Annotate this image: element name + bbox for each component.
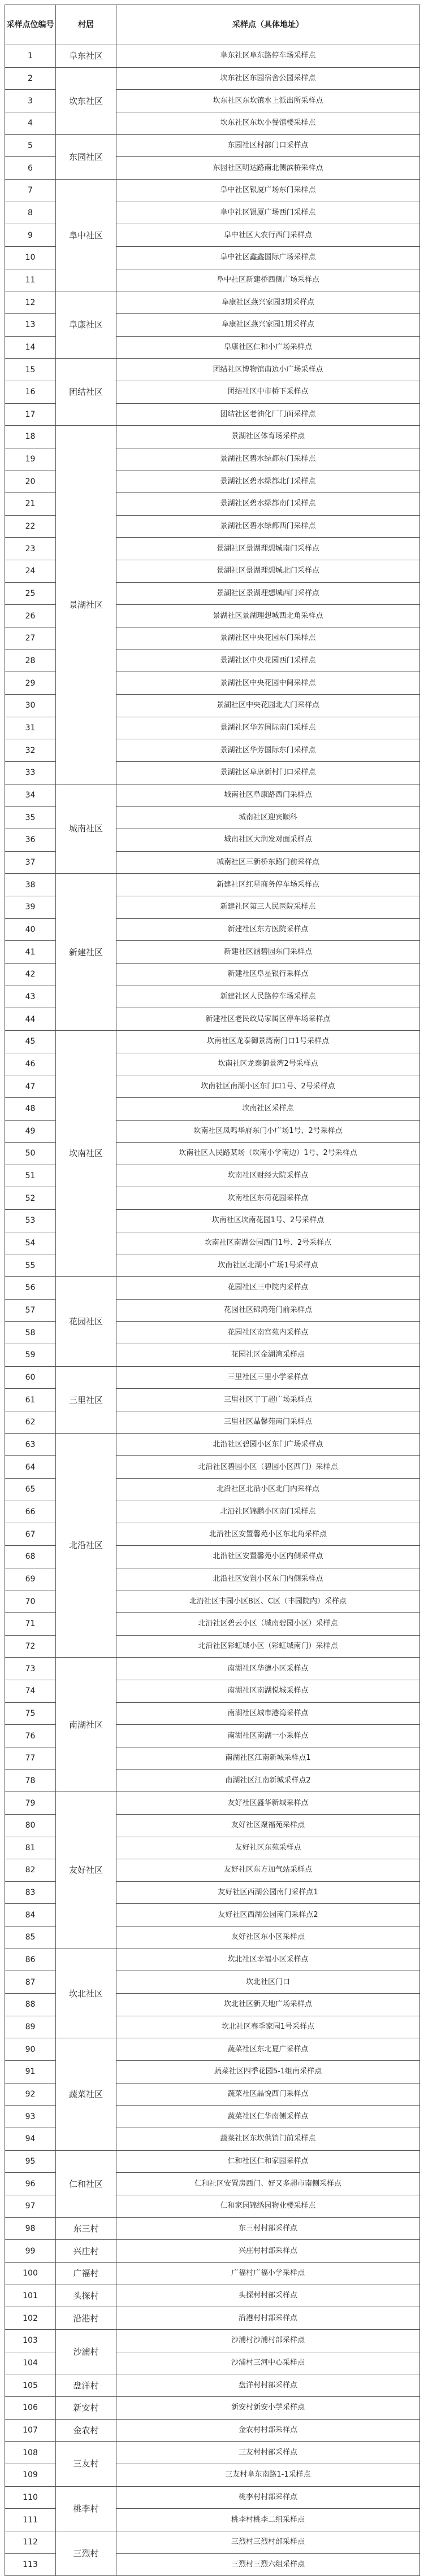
sampling-address-cell: 东园社区村部门口采样点 — [116, 134, 420, 157]
sampling-address-cell: 南湖社区江南新城采样点1 — [116, 1747, 420, 1769]
site-number-cell: 101 — [5, 2285, 56, 2307]
site-number-cell: 57 — [5, 1299, 56, 1322]
village-cell: 桃李村 — [56, 2486, 116, 2531]
table-row — [5, 2329, 420, 2352]
site-number-cell: 75 — [5, 1702, 56, 1725]
site-number-cell: 15 — [5, 359, 56, 381]
site-number-cell: 65 — [5, 1479, 56, 1501]
site-number-cell: 111 — [5, 2509, 56, 2531]
sampling-address-cell: 景湖社区华芳国际东门采样点 — [116, 739, 420, 762]
table-row — [5, 2285, 420, 2307]
site-number-cell: 69 — [5, 1568, 56, 1590]
sampling-address-cell: 城南社区三新桥东路门前采样点 — [116, 851, 420, 874]
site-number-cell: 41 — [5, 941, 56, 964]
village-cell: 坎北社区 — [56, 1949, 116, 2038]
table-row — [5, 291, 420, 314]
village-cell: 阜东社区 — [56, 45, 116, 68]
site-number-cell: 24 — [5, 560, 56, 583]
site-number-cell: 36 — [5, 829, 56, 851]
site-number-cell: 97 — [5, 2195, 56, 2218]
sampling-address-cell: 蔬菜社区仁华南侧采样点 — [116, 2106, 420, 2128]
table-row — [5, 1366, 420, 1389]
sampling-address-cell: 新建社区涵碧园东门采样点 — [116, 941, 420, 964]
site-number-cell: 56 — [5, 1277, 56, 1300]
table-row — [5, 1030, 420, 1053]
sampling-address-cell: 阜康社区仁和小广场采样点 — [116, 336, 420, 359]
table-row — [5, 1658, 420, 1680]
site-number-cell: 7 — [5, 179, 56, 202]
sampling-address-cell: 三烈村三烈村部采样点 — [116, 2531, 420, 2553]
site-number-cell: 105 — [5, 2374, 56, 2397]
sampling-address-cell: 景湖社区碧水绿都东门采样点 — [116, 448, 420, 470]
village-cell: 阜中社区 — [56, 179, 116, 291]
site-number-cell: 20 — [5, 470, 56, 493]
sampling-address-cell: 花园社区三中院内采样点 — [116, 1277, 420, 1300]
village-cell: 景湖社区 — [56, 426, 116, 784]
sampling-address-cell: 新建社区红星商务停车场采样点 — [116, 874, 420, 896]
site-number-cell: 106 — [5, 2396, 56, 2419]
sampling-address-cell: 广福村广福小学采样点 — [116, 2262, 420, 2285]
table-row — [5, 784, 420, 807]
village-cell: 三烈村 — [56, 2531, 116, 2575]
site-number-cell: 42 — [5, 963, 56, 986]
site-number-cell: 47 — [5, 1075, 56, 1098]
sampling-address-cell: 盘洋村村部采样点 — [116, 2374, 420, 2397]
site-number-cell: 2 — [5, 67, 56, 90]
header-site-number: 采样点位编号 — [5, 5, 56, 45]
sampling-address-cell: 花园社区金湖湾采样点 — [116, 1344, 420, 1367]
site-number-cell: 88 — [5, 1994, 56, 2016]
site-number-cell: 100 — [5, 2262, 56, 2285]
site-number-cell: 77 — [5, 1747, 56, 1769]
site-number-cell: 92 — [5, 2083, 56, 2106]
site-number-cell: 72 — [5, 1635, 56, 1658]
site-number-cell: 22 — [5, 515, 56, 538]
sampling-address-cell: 友好社区盛华新城采样点 — [116, 1792, 420, 1815]
sampling-address-cell: 景湖社区中央花园北大门采样点 — [116, 695, 420, 717]
site-number-cell: 21 — [5, 493, 56, 516]
site-number-cell: 17 — [5, 403, 56, 426]
sampling-address-cell: 北沿社区安置馨苑小区东北角采样点 — [116, 1523, 420, 1546]
sampling-address-cell: 东园社区明达路南北侧滨桥采样点 — [116, 157, 420, 180]
site-number-cell: 16 — [5, 381, 56, 403]
site-number-cell: 55 — [5, 1254, 56, 1277]
site-number-cell: 73 — [5, 1658, 56, 1680]
table-row — [5, 67, 420, 90]
site-number-cell: 25 — [5, 582, 56, 605]
village-cell: 头探村 — [56, 2285, 116, 2307]
sampling-address-cell: 金农村村部采样点 — [116, 2419, 420, 2442]
village-cell: 新建社区 — [56, 874, 116, 1031]
sampling-address-cell: 景湖社区景湖理想城西门采样点 — [116, 582, 420, 605]
sampling-address-cell: 花园社区南宫苑内采样点 — [116, 1322, 420, 1344]
table-row — [5, 2374, 420, 2397]
sampling-address-cell: 坎北社区幸福小区采样点 — [116, 1949, 420, 1971]
site-number-cell: 4 — [5, 112, 56, 134]
sampling-address-cell: 坎南社区东荷花园采样点 — [116, 1187, 420, 1210]
sampling-address-cell: 北沿社区安置馨苑小区内侧采样点 — [116, 1545, 420, 1568]
site-number-cell: 1 — [5, 45, 56, 68]
sampling-address-cell: 新建社区第三人民医院采样点 — [116, 896, 420, 918]
site-number-cell: 6 — [5, 157, 56, 180]
sampling-address-cell: 三里社区丁丁超广场采样点 — [116, 1389, 420, 1411]
site-number-cell: 89 — [5, 2016, 56, 2038]
sampling-address-cell: 南湖社区南湖一小采样点 — [116, 1725, 420, 1747]
sampling-sites-table — [5, 5, 420, 2576]
site-number-cell: 74 — [5, 1680, 56, 1702]
sampling-address-cell: 友好社区西湖公园南门采样点1 — [116, 1881, 420, 1904]
sampling-address-cell: 三友村村部采样点 — [116, 2442, 420, 2464]
sampling-address-cell: 北沿社区碧云小区（城南碧园小区）采样点 — [116, 1612, 420, 1635]
site-number-cell: 82 — [5, 1859, 56, 1882]
header-village: 村居 — [56, 5, 116, 45]
table-row — [5, 2262, 420, 2285]
sampling-address-cell: 友好社区东苑采样点 — [116, 1837, 420, 1859]
sampling-address-cell: 蔬菜社区晶悦西门采样点 — [116, 2083, 420, 2106]
site-number-cell: 19 — [5, 448, 56, 470]
sampling-address-cell: 南湖社区城市港湾采样点 — [116, 1702, 420, 1725]
site-number-cell: 71 — [5, 1612, 56, 1635]
site-number-cell: 107 — [5, 2419, 56, 2442]
site-number-cell: 5 — [5, 134, 56, 157]
site-number-cell: 84 — [5, 1904, 56, 1926]
site-number-cell: 78 — [5, 1769, 56, 1792]
sampling-address-cell: 阜康社区燕兴家园3期采样点 — [116, 291, 420, 314]
site-number-cell: 30 — [5, 695, 56, 717]
site-number-cell: 13 — [5, 313, 56, 336]
sampling-address-cell: 坎东社区东坎镇水上派出所采样点 — [116, 90, 420, 112]
site-number-cell: 94 — [5, 2128, 56, 2151]
sampling-address-cell: 团结社区老油化厂门面采样点 — [116, 403, 420, 426]
site-number-cell: 27 — [5, 627, 56, 650]
village-cell: 仁和社区 — [56, 2150, 116, 2217]
site-number-cell: 67 — [5, 1523, 56, 1546]
site-number-cell: 64 — [5, 1456, 56, 1479]
village-cell: 兴庄村 — [56, 2240, 116, 2263]
sampling-address-cell: 新建社区阜星银行采样点 — [116, 963, 420, 986]
sampling-address-cell: 沿港村村部采样点 — [116, 2307, 420, 2330]
table-row — [5, 359, 420, 381]
sampling-address-cell: 坎南社区凤鸣华府东门小广场1号、2号采样点 — [116, 1120, 420, 1143]
site-number-cell: 53 — [5, 1210, 56, 1232]
site-number-cell: 32 — [5, 739, 56, 762]
site-number-cell: 62 — [5, 1411, 56, 1434]
site-number-cell: 18 — [5, 426, 56, 448]
table-row — [5, 1792, 420, 1815]
site-number-cell: 61 — [5, 1389, 56, 1411]
sampling-address-cell: 景湖社区中央花园中间采样点 — [116, 672, 420, 695]
table-row — [5, 2486, 420, 2509]
sampling-address-cell: 北沿社区彩虹城小区（彩虹城南门）采样点 — [116, 1635, 420, 1658]
sampling-address-cell: 坎北社区春季家园1号采样点 — [116, 2016, 420, 2038]
village-cell: 南湖社区 — [56, 1658, 116, 1792]
village-cell: 三友村 — [56, 2442, 116, 2486]
sampling-address-cell: 桃李村村部采样点 — [116, 2486, 420, 2509]
table-row — [5, 426, 420, 448]
site-number-cell: 8 — [5, 202, 56, 224]
site-number-cell: 104 — [5, 2352, 56, 2374]
site-number-cell: 10 — [5, 246, 56, 269]
table-row — [5, 874, 420, 896]
site-number-cell: 49 — [5, 1120, 56, 1143]
sampling-address-cell: 景湖社区碧水绿都北门采样点 — [116, 470, 420, 493]
sampling-address-cell: 兴庄村村部采样点 — [116, 2240, 420, 2263]
sampling-address-cell: 友好社区东方加气站采样点 — [116, 1859, 420, 1882]
site-number-cell: 35 — [5, 807, 56, 829]
sampling-address-cell: 景湖社区景湖理想城西北角采样点 — [116, 605, 420, 627]
site-number-cell: 83 — [5, 1881, 56, 1904]
sampling-address-cell: 桃李村桃李二组采样点 — [116, 2509, 420, 2531]
sampling-address-cell: 蔬菜社区四季花园5-1组南采样点 — [116, 2061, 420, 2084]
table-header-row — [5, 5, 420, 45]
sampling-address-cell: 城南社区迎宾顺科 — [116, 807, 420, 829]
table-row — [5, 179, 420, 202]
site-number-cell: 76 — [5, 1725, 56, 1747]
village-cell: 金农村 — [56, 2419, 116, 2442]
sampling-address-cell: 仁和社区安置房西门、好又多超市南侧采样点 — [116, 2173, 420, 2195]
sampling-address-cell: 阜东社区阜东路停车场采样点 — [116, 45, 420, 68]
sampling-address-cell: 蔬菜社区东坎供销门前采样点 — [116, 2128, 420, 2151]
site-number-cell: 59 — [5, 1344, 56, 1367]
village-cell: 阜康社区 — [56, 291, 116, 359]
sampling-address-cell: 北沿社区安置小区东门内侧采样点 — [116, 1568, 420, 1590]
site-number-cell: 46 — [5, 1053, 56, 1075]
sampling-address-cell: 北沿社区北沿小区北门内采样点 — [116, 1479, 420, 1501]
site-number-cell: 48 — [5, 1097, 56, 1120]
table-row — [5, 134, 420, 157]
village-cell: 友好社区 — [56, 1792, 116, 1949]
table-row — [5, 2217, 420, 2240]
site-number-cell: 29 — [5, 672, 56, 695]
site-number-cell: 98 — [5, 2217, 56, 2240]
sampling-address-cell: 景湖社区碧水绿都西门采样点 — [116, 515, 420, 538]
sampling-address-cell: 阜中社区大农行西门采样点 — [116, 224, 420, 247]
sampling-address-cell: 仁和家园锦绣园物业楼采样点 — [116, 2195, 420, 2218]
site-number-cell: 79 — [5, 1792, 56, 1815]
sampling-address-cell: 团结社区博物馆南边小广场采样点 — [116, 359, 420, 381]
site-number-cell: 66 — [5, 1501, 56, 1523]
site-number-cell: 108 — [5, 2442, 56, 2464]
site-number-cell: 60 — [5, 1366, 56, 1389]
sampling-address-cell: 阜康社区燕兴家园1期采样点 — [116, 313, 420, 336]
site-number-cell: 45 — [5, 1030, 56, 1053]
sampling-address-cell: 南湖社区华德小区采样点 — [116, 1658, 420, 1680]
site-number-cell: 87 — [5, 1971, 56, 1994]
sampling-address-cell: 新建社区东方医院采样点 — [116, 918, 420, 941]
table-row — [5, 2240, 420, 2263]
site-number-cell: 99 — [5, 2240, 56, 2263]
site-number-cell: 38 — [5, 874, 56, 896]
village-cell: 沿港村 — [56, 2307, 116, 2330]
site-number-cell: 70 — [5, 1590, 56, 1613]
sampling-address-cell: 景湖社区中央花园西门采样点 — [116, 650, 420, 672]
table-row — [5, 1277, 420, 1300]
sampling-address-cell: 坎南社区南湖公园西门1号、2号采样点 — [116, 1232, 420, 1254]
site-number-cell: 102 — [5, 2307, 56, 2330]
table-row — [5, 45, 420, 68]
village-cell: 三里社区 — [56, 1366, 116, 1433]
sampling-address-cell: 东三村村部采样点 — [116, 2217, 420, 2240]
sampling-address-cell: 景湖社区华芳国际南门采样点 — [116, 717, 420, 739]
sampling-address-cell: 景湖社区体育场采样点 — [116, 426, 420, 448]
village-cell: 北沿社区 — [56, 1433, 116, 1658]
site-number-cell: 44 — [5, 1008, 56, 1031]
table-row — [5, 2442, 420, 2464]
sampling-address-cell: 南湖社区南湖悦城采样点 — [116, 1680, 420, 1702]
sampling-address-cell: 景湖社区景湖理想城南门采样点 — [116, 538, 420, 560]
site-number-cell: 31 — [5, 717, 56, 739]
site-number-cell: 50 — [5, 1143, 56, 1165]
sampling-address-cell: 阜中社区银厦广场东门采样点 — [116, 179, 420, 202]
sampling-address-cell: 仁和社区仁和家园采样点 — [116, 2150, 420, 2173]
village-cell: 沙浦村 — [56, 2329, 116, 2374]
sampling-address-cell: 三里社区晶馨苑南门采样点 — [116, 1411, 420, 1434]
site-number-cell: 58 — [5, 1322, 56, 1344]
sampling-address-cell: 友好社区东小区采样点 — [116, 1926, 420, 1949]
sampling-address-cell: 北沿社区锦鹏小区南门采样点 — [116, 1501, 420, 1523]
site-number-cell: 12 — [5, 291, 56, 314]
site-number-cell: 81 — [5, 1837, 56, 1859]
site-number-cell: 54 — [5, 1232, 56, 1254]
site-number-cell: 85 — [5, 1926, 56, 1949]
header-address: 采样点（具体地址） — [116, 5, 420, 45]
site-number-cell: 112 — [5, 2531, 56, 2553]
sampling-address-cell: 三里社区三里小学采样点 — [116, 1366, 420, 1389]
site-number-cell: 34 — [5, 784, 56, 807]
village-cell: 坎东社区 — [56, 67, 116, 134]
sampling-address-cell: 北沿社区丰园小区B区、C区（丰园院内）采样点 — [116, 1590, 420, 1613]
sampling-address-cell: 团结社区中市桥下采样点 — [116, 381, 420, 403]
site-number-cell: 80 — [5, 1814, 56, 1837]
sampling-address-cell: 坎南社区财经大院采样点 — [116, 1165, 420, 1187]
sampling-address-cell: 坎南社区南湖小区东门口1号、2号采样点 — [116, 1075, 420, 1098]
village-cell: 广福村 — [56, 2262, 116, 2285]
village-cell: 花园社区 — [56, 1277, 116, 1367]
sampling-address-cell: 坎南社区采样点 — [116, 1097, 420, 1120]
site-number-cell: 40 — [5, 918, 56, 941]
sampling-address-cell: 新建社区老民政局家属区停车场采样点 — [116, 1008, 420, 1031]
site-number-cell: 110 — [5, 2486, 56, 2509]
village-cell: 新安村 — [56, 2396, 116, 2419]
sampling-address-cell: 坎南社区人民路某场（坎南小学南边）1号、2号采样点 — [116, 1143, 420, 1165]
site-number-cell: 23 — [5, 538, 56, 560]
site-number-cell: 113 — [5, 2553, 56, 2576]
sampling-address-cell: 南湖社区江南新城采样点2 — [116, 1769, 420, 1792]
sampling-address-cell: 花园社区锦鸿苑门前采样点 — [116, 1299, 420, 1322]
site-number-cell: 68 — [5, 1545, 56, 1568]
sampling-address-cell: 坎南社区龙泰御景湾南门口1号采样点 — [116, 1030, 420, 1053]
sampling-address-cell: 景湖社区阜康新村门口采样点 — [116, 762, 420, 784]
sampling-address-cell: 三友村阜东南路1-1采样点 — [116, 2464, 420, 2486]
table-row — [5, 1949, 420, 1971]
sampling-address-cell: 景湖社区碧水绿都南门采样点 — [116, 493, 420, 516]
site-number-cell: 14 — [5, 336, 56, 359]
site-number-cell: 3 — [5, 90, 56, 112]
site-number-cell: 52 — [5, 1187, 56, 1210]
sampling-address-cell: 友好社区聚福苑采样点 — [116, 1814, 420, 1837]
sampling-address-cell: 沙浦村三河中心采样点 — [116, 2352, 420, 2374]
table-row — [5, 2307, 420, 2330]
site-number-cell: 95 — [5, 2150, 56, 2173]
sampling-address-cell: 北沿社区碧园小区（碧园小区西门）采样点 — [116, 1456, 420, 1479]
site-number-cell: 37 — [5, 851, 56, 874]
sampling-address-cell: 坎东社区东园宿舍公园采样点 — [116, 67, 420, 90]
sampling-address-cell: 坎南社区北湖小广场1号采样点 — [116, 1254, 420, 1277]
sampling-address-cell: 坎南社区龙泰御景湾2号采样点 — [116, 1053, 420, 1075]
sampling-address-cell: 坎北社区门口 — [116, 1971, 420, 1994]
site-number-cell: 109 — [5, 2464, 56, 2486]
site-number-cell: 11 — [5, 269, 56, 291]
table-row — [5, 1433, 420, 1456]
sampling-address-cell: 阜中社区银厦广场西门采样点 — [116, 202, 420, 224]
sampling-address-cell: 蔬菜社区东北夏广采样点 — [116, 2038, 420, 2061]
sampling-address-cell: 阜中社区新建桥西侧广场采样点 — [116, 269, 420, 291]
site-number-cell: 26 — [5, 605, 56, 627]
sampling-address-cell: 友好社区西湖公园南门采样点2 — [116, 1904, 420, 1926]
sampling-address-cell: 三烈村三烈六组采样点 — [116, 2553, 420, 2576]
site-number-cell: 91 — [5, 2061, 56, 2084]
site-number-cell: 90 — [5, 2038, 56, 2061]
sampling-address-cell: 头探村村部采样点 — [116, 2285, 420, 2307]
village-cell: 蔬菜社区 — [56, 2038, 116, 2150]
village-cell: 东三村 — [56, 2217, 116, 2240]
site-number-cell: 51 — [5, 1165, 56, 1187]
sampling-address-cell: 坎南社区坎南花园1号、2号采样点 — [116, 1210, 420, 1232]
sampling-address-cell: 新安村新安小学采样点 — [116, 2396, 420, 2419]
site-number-cell: 103 — [5, 2329, 56, 2352]
site-number-cell: 96 — [5, 2173, 56, 2195]
table-row — [5, 2150, 420, 2173]
table-row — [5, 2531, 420, 2553]
sampling-address-cell: 城南社区大润发对面采样点 — [116, 829, 420, 851]
sampling-address-cell: 坎东社区东坎小餐馆楼采样点 — [116, 112, 420, 134]
sampling-address-cell: 北沿社区碧园小区东门广场采样点 — [116, 1433, 420, 1456]
table-row — [5, 2419, 420, 2442]
site-number-cell: 39 — [5, 896, 56, 918]
site-number-cell: 28 — [5, 650, 56, 672]
site-number-cell: 33 — [5, 762, 56, 784]
sampling-address-cell: 景湖社区中央花园东门采样点 — [116, 627, 420, 650]
site-number-cell: 9 — [5, 224, 56, 247]
village-cell: 团结社区 — [56, 359, 116, 426]
village-cell: 坎南社区 — [56, 1030, 116, 1276]
village-cell: 城南社区 — [56, 784, 116, 874]
sampling-address-cell: 阜中社区鑫鑫国际广场采样点 — [116, 246, 420, 269]
sampling-address-cell: 城南社区阜康路西门采样点 — [116, 784, 420, 807]
village-cell: 东园社区 — [56, 134, 116, 179]
site-number-cell: 86 — [5, 1949, 56, 1971]
village-cell: 盘洋村 — [56, 2374, 116, 2397]
table-row — [5, 2396, 420, 2419]
site-number-cell: 43 — [5, 986, 56, 1008]
sampling-address-cell: 坎北社区新天地广场采样点 — [116, 1994, 420, 2016]
site-number-cell: 93 — [5, 2106, 56, 2128]
sampling-address-cell: 景湖社区景湖理想城北门采样点 — [116, 560, 420, 583]
table-body — [5, 45, 420, 2576]
sampling-address-cell: 新建社区人民路停车场采样点 — [116, 986, 420, 1008]
site-number-cell: 63 — [5, 1433, 56, 1456]
sampling-address-cell: 沙浦村沙浦村部采样点 — [116, 2329, 420, 2352]
table-row — [5, 2038, 420, 2061]
